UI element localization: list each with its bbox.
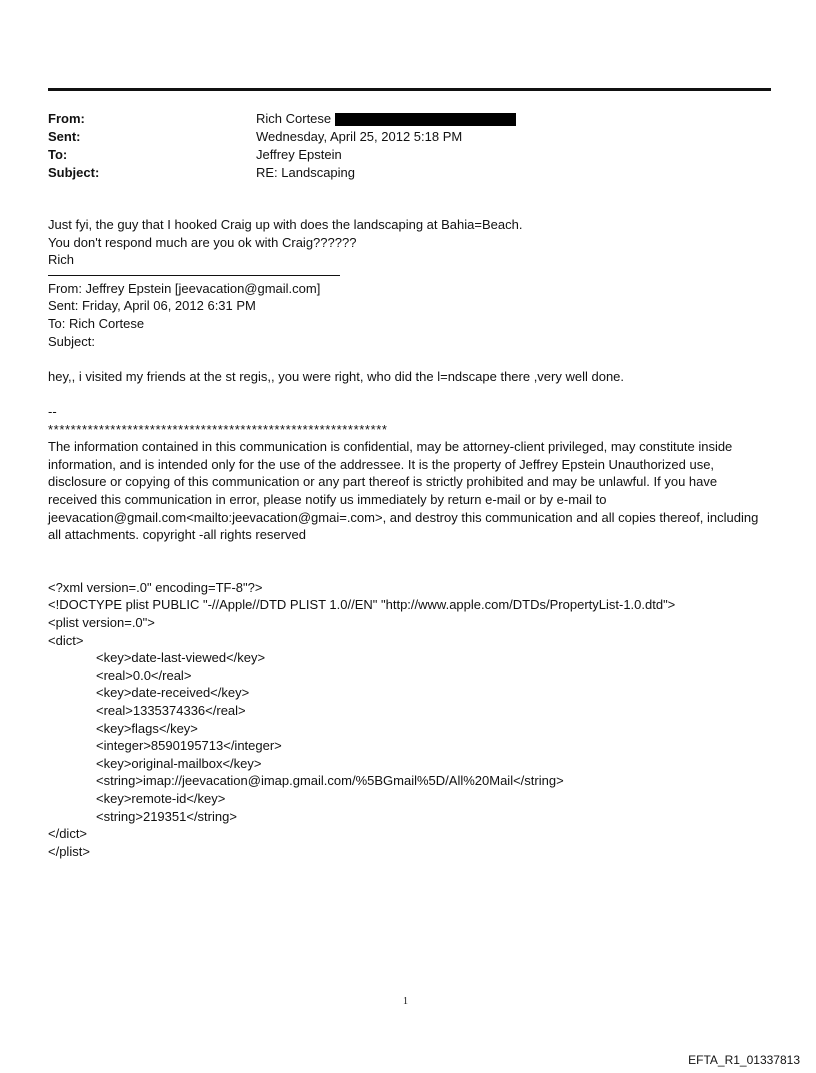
document-id: EFTA_R1_01337813	[688, 1053, 800, 1067]
email-body	[48, 216, 768, 860]
subject-label: Subject:	[48, 165, 100, 180]
disclaimer: The information contained in this communication is confidential, may be attorney-client privileged, may constitute inside information, and is intended only for the use of the addressee. It is the property of Jeffrey Epstein Unauthorized use, disclosure or copying of this communication or any part thereof is strictly prohibited and may be unlawful. If you have received this communication in error, please notify us immediately by return e-mail or by e-mail to jeevacation@gmail.com<mailto:jeevacation@gmai=.com>, and destroy this communication and all copies thereof, including all attachments. copyright -all rights reserved	[48, 439, 759, 543]
quoted-sent: Sent: Friday, April 06, 2012 6:31 PM	[48, 298, 256, 314]
xml-line: <real>1335374336</real>	[96, 703, 246, 719]
to-row	[48, 146, 516, 164]
message-signature: Rich	[48, 252, 75, 268]
message-line-1: Just fyi, the guy that I hooked Craig up with does the landscaping at Bahia=Beach.	[48, 217, 523, 232]
to-value: Jeffrey Epstein	[256, 147, 342, 162]
page-number: 1	[403, 996, 408, 1007]
xml-line: <key>flags</key>	[96, 720, 198, 736]
xml-line: <string>219351</string>	[96, 808, 237, 824]
xml-line: <!DOCTYPE plist PUBLIC "-//Apple//DTD PLIST 1.0//EN" "http://www.apple.com/DTDs/PropertyList-1.0.dtd">	[48, 597, 676, 613]
from-value: Rich Cortese	[256, 111, 332, 126]
star-separator: ************************************************************	[48, 421, 388, 437]
from-row	[48, 110, 516, 128]
xml-line: </plist>	[48, 843, 90, 859]
quoted-body: hey,, i visited my friends at the st regis,, you were right, who did the l=ndscape there ,very well done.	[48, 368, 625, 384]
top-rule	[48, 88, 771, 91]
from-label: From:	[48, 111, 85, 126]
xml-line: <integer>8590195713</integer>	[96, 738, 282, 754]
signature-dashes: --	[48, 403, 57, 419]
xml-line: <key>date-last-viewed</key>	[96, 650, 266, 666]
message-line-2: You don't respond much are you ok with Craig??????	[48, 234, 357, 250]
xml-line: <?xml version=.0" encoding=TF-8"?>	[48, 579, 263, 595]
quoted-to: To: Rich Cortese	[48, 315, 145, 331]
to-label: To:	[48, 147, 68, 162]
quote-divider	[48, 275, 340, 276]
xml-line: </dict>	[48, 826, 88, 842]
subject-row	[48, 164, 516, 182]
sent-row	[48, 128, 516, 146]
xml-line: <key>date-received</key>	[96, 685, 250, 701]
email-header	[48, 110, 516, 182]
subject-value: RE: Landscaping	[256, 165, 356, 180]
redaction-box	[335, 113, 516, 126]
sent-label: Sent:	[48, 129, 81, 144]
sent-value: Wednesday, April 25, 2012 5:18 PM	[256, 129, 463, 144]
xml-line: <string>imap://jeevacation@imap.gmail.com/%5BGmail%5D/All%20Mail</string>	[96, 773, 564, 789]
xml-line: <real>0.0</real>	[96, 667, 192, 683]
quoted-from: From: Jeffrey Epstein [jeevacation@gmail.com]	[48, 280, 321, 296]
plist-xml	[48, 579, 768, 861]
quoted-subject: Subject:	[48, 333, 95, 349]
xml-line: <plist version=.0">	[48, 615, 155, 631]
xml-line: <dict>	[48, 632, 84, 648]
xml-line: <key>original-mailbox</key>	[96, 755, 262, 771]
xml-line: <key>remote-id</key>	[96, 791, 226, 806]
